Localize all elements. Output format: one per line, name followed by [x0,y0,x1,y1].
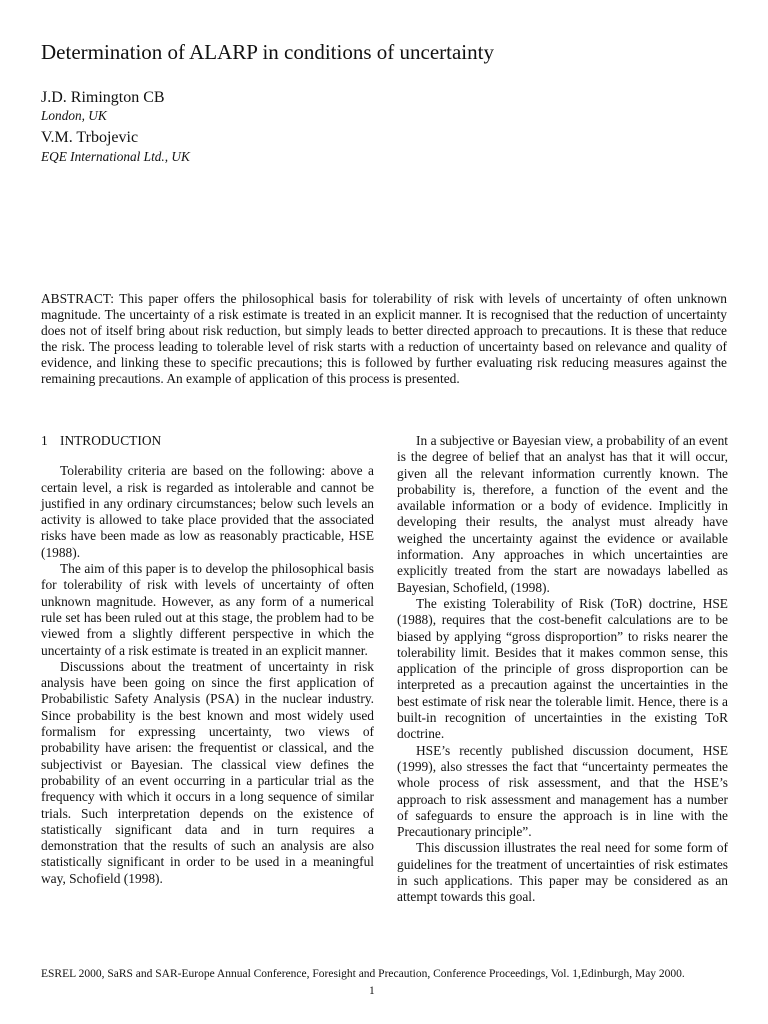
section-title: INTRODUCTION [60,433,162,448]
paragraph: Discussions about the treatment of uncertainty in risk analysis have been going on since the first application of Probabilistic Safety Analysis (PSA) in the nuclear industry. Since probability is the best known and most widely used formalism for expressing uncertainty, two views of probability have arisen: the frequentist or classical, and the subjectivist or Bayesian. The classical view defines the probability of an event occurring in a particular trial as the frequency with which it occurs in a long sequence of similar trials. Such interpretation depends on the existence of statistically significant data and in turn requires a demonstration that the results of such an analysis are also statistically significant in order to be used in a meaningful way, Schofield (1998). [41,658,374,886]
paragraph: Tolerability criteria are based on the following: above a certain level, a risk is regarded as intolerable and cannot be justified in any ordinary circumstances; below such levels an activity is allowed to take place provided that the associated risks have been made as low as reasonably practicable, HSE (1988). [41,463,374,560]
paragraph: This discussion illustrates the real need for some form of guidelines for the treatment of uncertainties of risk estimates in such applications. This paper may be considered as an attempt towards this goal. [397,840,728,905]
paragraph: The aim of this paper is to develop the philosophical basis for tolerability of risk with levels of uncertainty of often unknown magnitude. However, as any form of a numerical rule set has been ruled out at this stage, the problem had to be viewed from a slightly different perspective in which the uncertainty of a risk estimate is treated in an explicit manner. [41,561,374,658]
conference-footer: ESREL 2000, SaRS and SAR-Europe Annual Conference, Foresight and Precaution, Conference Proceedings, Vol. 1,Edinburgh, May 2000. [41,968,685,980]
page-number: 1 [369,985,375,997]
abstract: ABSTRACT: This paper offers the philosophical basis for tolerability of risk with levels of uncertainty of often unknown magnitude. The uncertainty of a risk estimate is treated in an explicit manner. It is recognised that the reduction of uncertainty does not of itself bring about risk reduction, but simply leads to better directed approach to precautions. It is these that reduce the risk. The process leading to tolerable level of risk starts with a reduction of uncertainty based on relevance and quality of evidence, and linking these to specific precautions; this is followed by further evaluating risk reducing measures against the remaining precautions. An example of application of this process is presented. [41,291,727,387]
left-column [41,433,374,887]
section-number: 1 [41,433,48,448]
section-heading [41,433,374,449]
author-1-name: J.D. Rimington CB [41,89,165,106]
author-2-name: V.M. Trbojevic [41,129,139,146]
paragraph: In a subjective or Bayesian view, a probability of an event is the degree of belief that an analyst has that it will occur, given all the relevant information currently known. The probability is, therefore, a function of the event and the available information or a body of evidence. Implicitly in developing their results, the analyst must already have weighed the uncertainty against the evidence or available information. Any approaches in which uncertainties are explicitly treated from the start are nowadays labelled as Bayesian, Schofield, (1998). [397,433,728,595]
author-1-affiliation: London, UK [41,108,107,123]
right-column [397,433,728,906]
paragraph: HSE’s recently published discussion document, HSE (1999), also stresses the fact that “uncertainty permeates the whole process of risk assessment, and that the HSE’s approach to risk assessment and management has a number of safeguards to ensure the approach is in line with the Precautionary principle”. [397,742,728,840]
author-2-affiliation: EQE International Ltd., UK [41,149,190,164]
paragraph: The existing Tolerability of Risk (ToR) doctrine, HSE (1988), requires that the cost-benefit calculations are to be biased by applying “gross disproportion” to risks nearer the tolerability limit. Besides that it makes common sense, this application of the principle of gross disproportion can be interpreted as a precaution against the uncertainties in the best estimate of risk near the tolerable limit. Hence, there is a built-in recognition of uncertainties in the existing ToR doctrine. [397,595,728,742]
paper-title: Determination of ALARP in conditions of uncertainty [41,40,494,64]
